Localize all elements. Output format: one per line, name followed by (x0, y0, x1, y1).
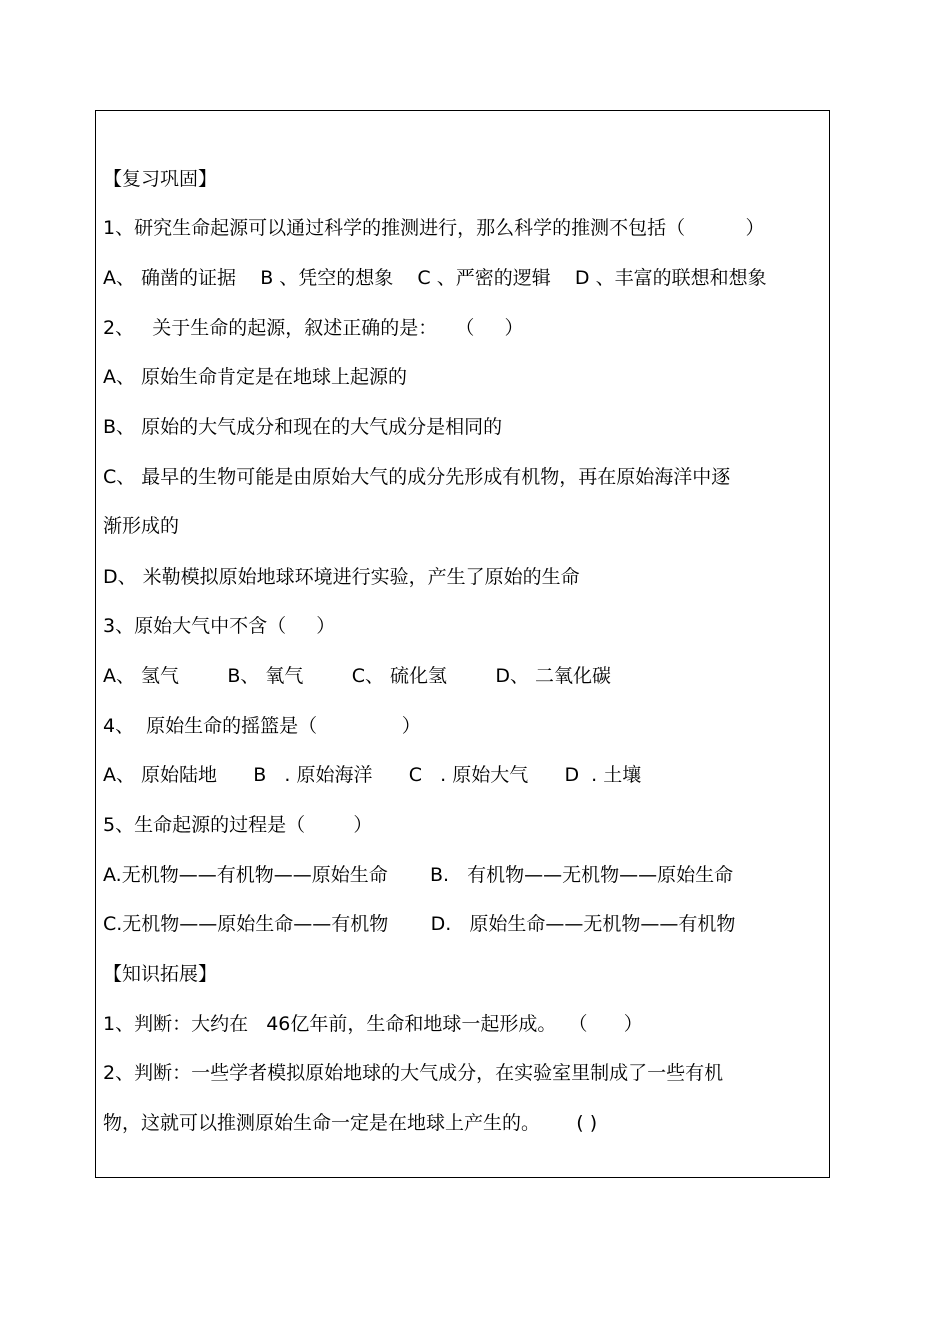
question-3-options: A、 氢气 B、 氧气 C、 硫化氢 D、 二氧化碳 (103, 665, 612, 687)
judgment-2: 2、判断：一些学者模拟原始地球的大气成分，在实验室里制成了一些有机 (103, 1062, 724, 1084)
question-2-option-c: C、 最早的生物可能是由原始大气的成分先形成有机物，再在原始海洋中逐 (103, 466, 731, 488)
question-1-options: A、 确凿的证据 B 、凭空的想象 C 、严密的逻辑 D 、丰富的联想和想象 (103, 267, 767, 289)
section-heading-review: 【复习巩固】 (103, 168, 218, 190)
question-5-options-cd: C.无机物——原始生命——有机物 D. 原始生命——无机物——有机物 (103, 913, 736, 935)
question-2-option-b: B、 原始的大气成分和现在的大气成分是相同的 (103, 416, 503, 438)
question-5-options-ab: A.无机物——有机物——原始生命 B. 有机物——无机物——原始生命 (103, 864, 734, 886)
question-5: 5、生命起源的过程是（ ） (103, 814, 373, 836)
question-1: 1、研究生命起源可以通过科学的推测进行，那么科学的推测不包括（ ） (103, 217, 765, 239)
section-heading-extension: 【知识拓展】 (103, 963, 218, 985)
question-2: 2、 关于生命的起源，叙述正确的是： （ ） (103, 317, 524, 339)
question-4-options: A、 原始陆地 B . 原始海洋 C . 原始大气 D . 土壤 (103, 764, 642, 786)
question-2-option-a: A、 原始生命肯定是在地球上起源的 (103, 366, 408, 388)
question-4: 4、 原始生命的摇篮是（ ） (103, 715, 421, 737)
question-2-option-c-continued: 渐形成的 (103, 515, 180, 537)
question-3: 3、原始大气中不含（ ） (103, 615, 336, 637)
judgment-2-continued: 物，这就可以推测原始生命一定是在地球上产生的。 ( ) (103, 1112, 598, 1134)
question-2-option-d: D、 米勒模拟原始地球环境进行实验，产生了原始的生命 (103, 566, 580, 588)
judgment-1: 1、判断：大约在 46亿年前，生命和地球一起形成。 （ ） (103, 1013, 643, 1035)
